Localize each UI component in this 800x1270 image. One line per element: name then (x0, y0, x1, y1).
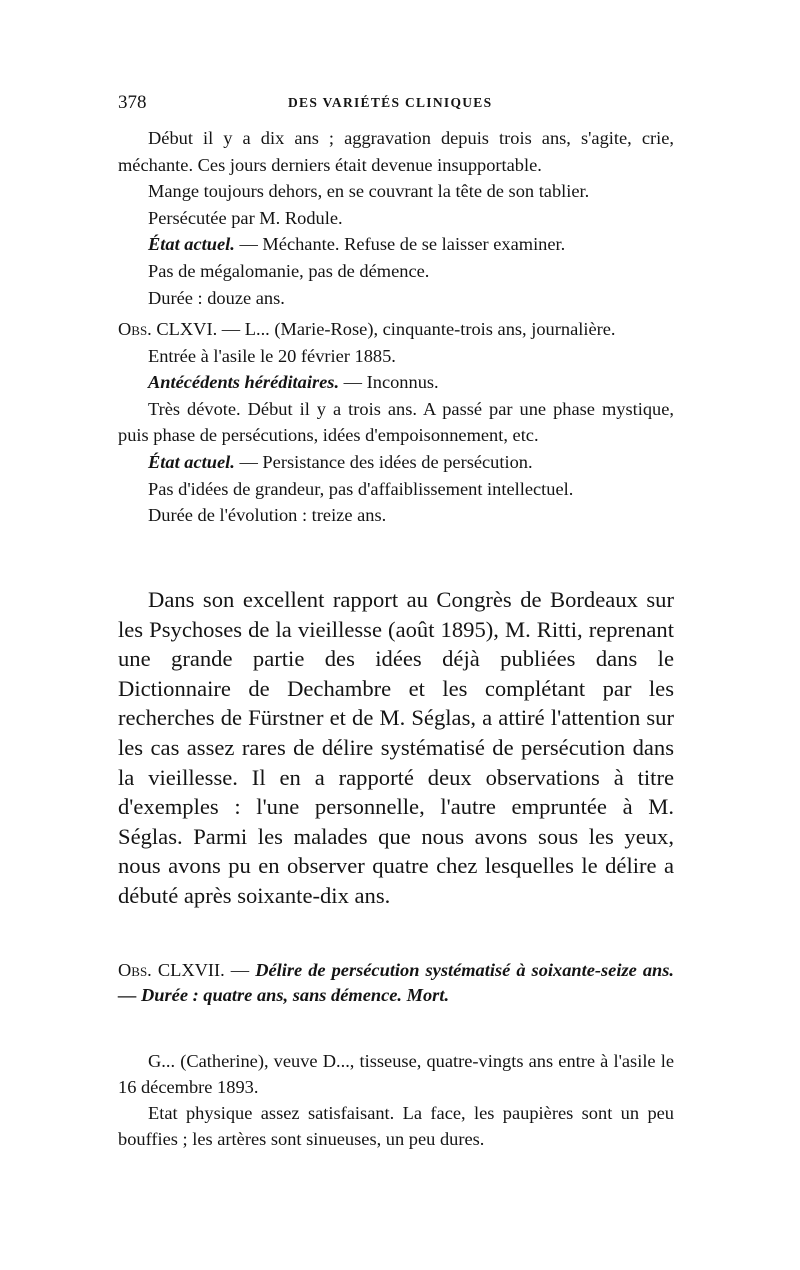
obs-number: CLXVII. — (151, 960, 256, 980)
observation-167-body (118, 1048, 674, 1152)
observation-167-heading-block (118, 958, 674, 1008)
obs-prefix: Obs. (118, 960, 152, 980)
paragraph (118, 231, 674, 258)
observation-heading (118, 316, 674, 343)
paragraph: G... (Catherine), veuve D..., tisseuse, quatre-vingts ans entre à l'asile le 16 décembre 1893. (118, 1051, 674, 1097)
paragraph: Durée de l'évolution : treize ans. (148, 505, 387, 526)
paragraph-text: — Inconnus. (339, 372, 439, 393)
section-label: Antécédents héréditaires. (148, 372, 340, 393)
paragraph: Etat physique assez satisfaisant. La face, les paupières sont un peu bouffies ; les artères sont sinueuses, un peu dures. (118, 1103, 674, 1149)
paragraph: Pas de mégalomanie, pas de démence. (148, 260, 430, 281)
main-text (118, 585, 674, 911)
paragraph: Pas d'idées de grandeur, pas d'affaiblissement intellectuel. (148, 478, 574, 499)
main-paragraph: Dans son excellent rapport au Congrès de Bordeaux sur les Psychoses de la vieillesse (août 1895), M. Ritti, reprenant une grande partie des idées déjà publiées dans le Dictionnaire de Dechambre et les complétant par les recherches de Fürstner et de M. Séglas, a attiré l'attention sur les cas assez rares de délire systématisé de persécution dans la vieillesse. Il en a rapporté deux observations à titre d'exemples : l'une personnelle, l'autre empruntée à M. Séglas. Parmi les malades que nous avons sous les yeux, nous avons pu en observer quatre chez lesquelles le délire a débuté après soixante-dix ans. (118, 587, 674, 908)
running-head (118, 92, 678, 116)
paragraph-text: — Persistance des idées de persécution. (234, 451, 533, 472)
page-number: 378 (118, 92, 147, 113)
paragraph: Entrée à l'asile le 20 février 1885. (148, 345, 396, 366)
section-label: État actuel. (148, 234, 235, 255)
paragraph-text: — Méchante. Refuse de se laisser examiner. (234, 234, 566, 255)
observation-166 (118, 316, 674, 529)
paragraph (118, 369, 674, 396)
paragraph (118, 449, 674, 476)
paragraph: Persécutée par M. Rodule. (148, 207, 343, 228)
paragraph: Mange toujours dehors, en se couvrant la tête de son tablier. (148, 181, 590, 202)
section-label: État actuel. (148, 451, 235, 472)
observation-continued (118, 125, 674, 311)
obs-prefix: Obs. (118, 319, 152, 339)
paragraph: Très dévote. Début il y a trois ans. A passé par une phase mystique, puis phase de persécutions, idées d'empoisonnement, etc. (118, 398, 674, 446)
observation-heading (118, 958, 674, 1008)
paragraph: Début il y a dix ans ; aggravation depuis trois ans, s'agite, crie, méchante. Ces jours derniers était devenue insupportable. (118, 128, 674, 175)
obs-heading-text: CLXVI. — L... (Marie-Rose), cinquante-trois ans, journalière. (151, 319, 616, 339)
running-title: DES VARIÉTÉS CLINIQUES (288, 95, 493, 110)
obs-title: Délire de persécution systématisé à soixante-seize ans. — Durée : quatre ans, sans démence. Mort. (118, 960, 674, 1005)
paragraph: Durée : douze ans. (148, 287, 285, 308)
